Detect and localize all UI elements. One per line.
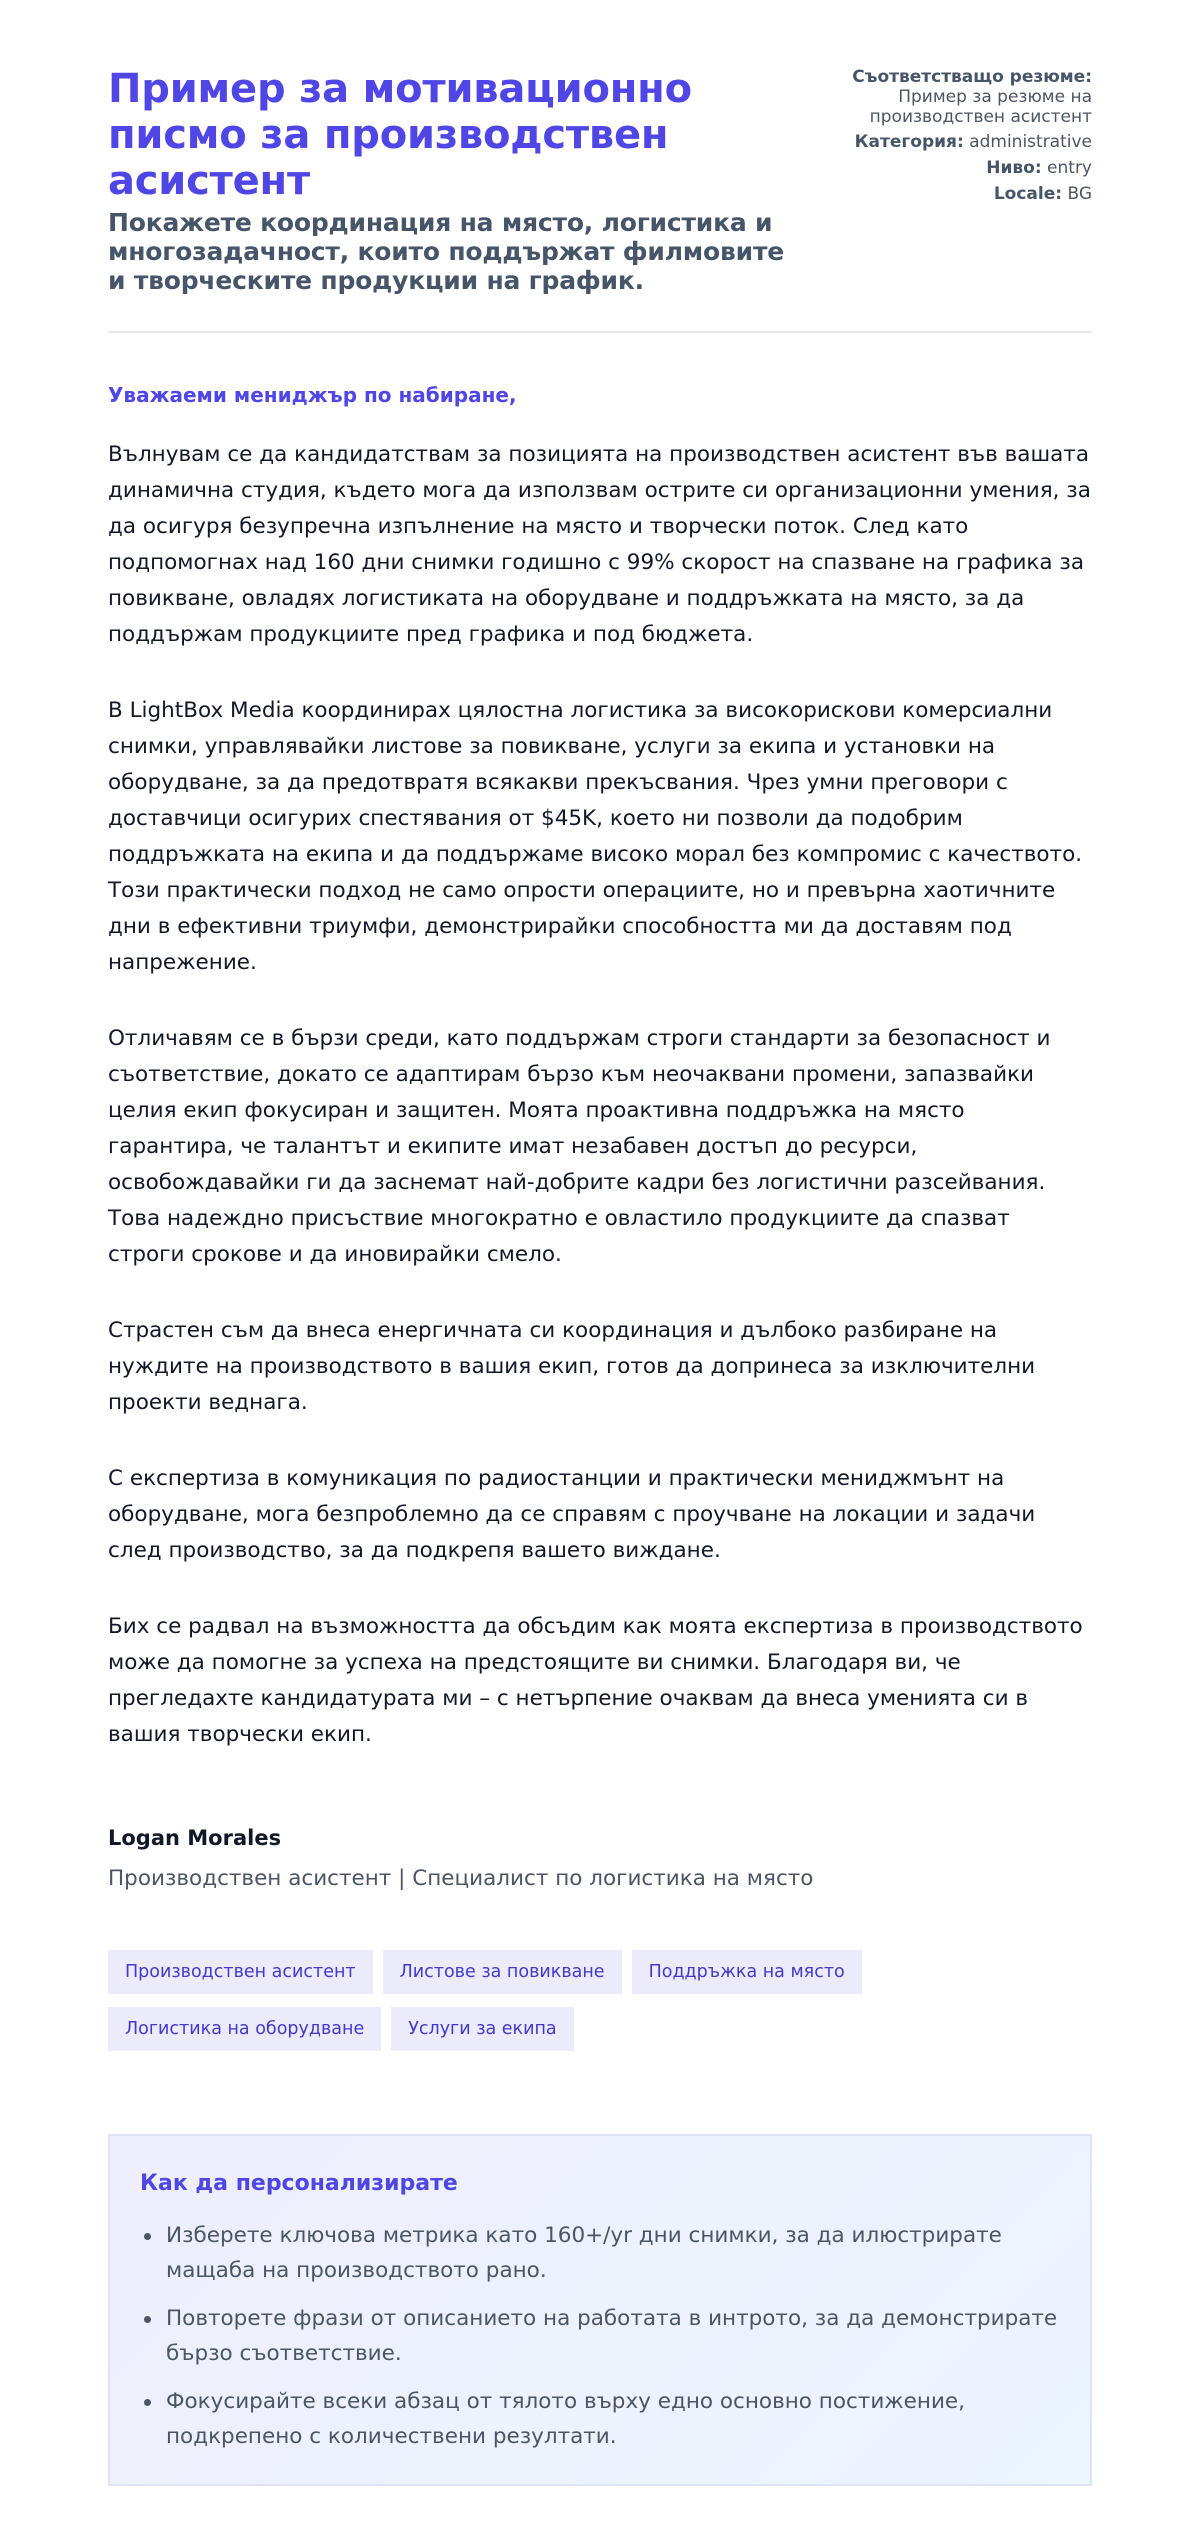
letter-paragraph: Бих се радвал на възможността да обсъдим как моята експертиза в производството може да помогне за успеха на предстоящите ви снимки. Благодаря ви, че прегледахте кандидатурата ми – с нетърпение очаквам да внеса уменията си в вашия творчески екип.	[108, 1614, 1083, 1747]
meta-info	[803, 66, 1092, 210]
salutation: Уважаеми мениджър по набиране,	[108, 383, 517, 407]
page-header	[108, 66, 1092, 333]
meta-resume-value: Пример за резюме на производствен асистент	[869, 87, 1092, 127]
tip-item	[140, 2218, 1060, 2288]
meta-level	[803, 158, 1092, 178]
meta-level-label: Ниво:	[986, 158, 1042, 178]
meta-resume-label: Съответстващо резюме:	[852, 67, 1092, 87]
meta-category-value: administrative	[969, 132, 1092, 152]
personalization-tips-panel	[108, 2134, 1092, 2486]
letter-paragraph: В LightBox Media координирах цялостна логистика за високорискови комерсиални снимки, управлявайки листове за повикване, услуги за екипа и установки на оборудване, за да предотвратя всякакви прекъсвания. Чрез умни преговори с доставчици осигурих спестявания от $45K, което ни позволи да подобрим поддръжката на екипа и да поддържаме високо морал без компромис с качеството. Този практически подход не само опрости операциите, но и превърна хаотичните дни в ефективни триумфи, демонстрирайки способността ми да доставям под напрежение.	[108, 698, 1083, 975]
letter-body	[108, 333, 1092, 1753]
letter-paragraph: Отличавям се в бързи среди, като поддържам строги стандарти за безопасност и съответствие, докато се адаптирам бързо към неочаквани промени, запазвайки целия екип фокусиран и защитен. Моята проактивна поддръжка на място гарантира, че талантът и екипите имат незабавен достъп до ресурси, освобождавайки ги да заснемат най-добрите кадри без логистични разсейвания. Това надеждно присъствие многократно е овластило продукциите да спазват строги срокове и да иновирайки смело.	[108, 1026, 1051, 1267]
bullet-icon	[144, 2399, 151, 2406]
tip-item	[140, 2301, 1060, 2371]
header-titles	[108, 66, 803, 295]
tips-list	[140, 2218, 1060, 2454]
bullet-icon	[144, 2233, 151, 2240]
signature-name: Logan Morales	[108, 1826, 282, 1850]
skill-tag: Логистика на оборудване	[108, 2007, 381, 2051]
page-subtitle: Покажете координация на място, логистика и многозадачност, които поддържат филмовите и творческите продукции на график.	[108, 208, 785, 295]
skill-tag: Листове за повикване	[383, 1950, 622, 1994]
tip-item	[140, 2384, 1060, 2454]
skill-tag: Производствен асистент	[108, 1950, 373, 1994]
skill-tag: Поддръжка на място	[632, 1950, 862, 1994]
meta-locale-value: BG	[1067, 184, 1092, 204]
meta-resume	[803, 67, 1092, 127]
letter-paragraph: С експертиза в комуникация по радиостанции и практически мениджмънт на оборудване, мога безпроблемно да се справям с проучване на локации и задачи след производство, за да подкрепя вашето виждане.	[108, 1466, 1036, 1563]
tip-text: Фокусирайте всеки абзац от тялото върху едно основно постижение, подкрепено с количествени резултати.	[166, 2389, 965, 2449]
page-title: Пример за мотивационно писмо за производствен асистент	[108, 66, 692, 204]
meta-locale-label: Locale:	[993, 184, 1063, 204]
bullet-icon	[144, 2316, 151, 2323]
signature-block	[108, 1825, 1092, 1893]
letter-paragraph: Страстен съм да внеса енергичната си координация и дълбоко разбиране на нуждите на производството в вашия екип, готов да допринеса за изключителни проекти веднага.	[108, 1318, 1036, 1415]
letter-paragraph: Вълнувам се да кандидатствам за позицията на производствен асистент във вашата динамична студия, където мога да използвам острите си организационни умения, за да осигуря безупречна изпълнение на място и творчески поток. След като подпомогнах над 160 дни снимки годишно с 99% скорост на спазване на графика за повикване, овладях логистиката на оборудване и поддръжката на място, за да поддържам продукциите пред графика и под бюджета.	[108, 442, 1091, 647]
tips-title: Как да персонализирате	[140, 2171, 458, 2196]
meta-category	[803, 132, 1092, 152]
meta-locale	[803, 184, 1092, 204]
tip-text: Повторете фрази от описанието на работата в интрото, за да демонстрирате бързо съответствие.	[166, 2306, 1058, 2366]
skill-tags	[108, 1950, 868, 2051]
skill-tag: Услуги за екипа	[391, 2007, 573, 2051]
meta-category-label: Категория:	[854, 132, 964, 152]
tip-text: Изберете ключова метрика като 160+/yr дни снимки, за да илюстрирате мащаба на производството рано.	[166, 2223, 1002, 2283]
signature-role: Производствен асистент | Специалист по логистика на място	[108, 1866, 814, 1891]
meta-level-value: entry	[1047, 158, 1092, 178]
